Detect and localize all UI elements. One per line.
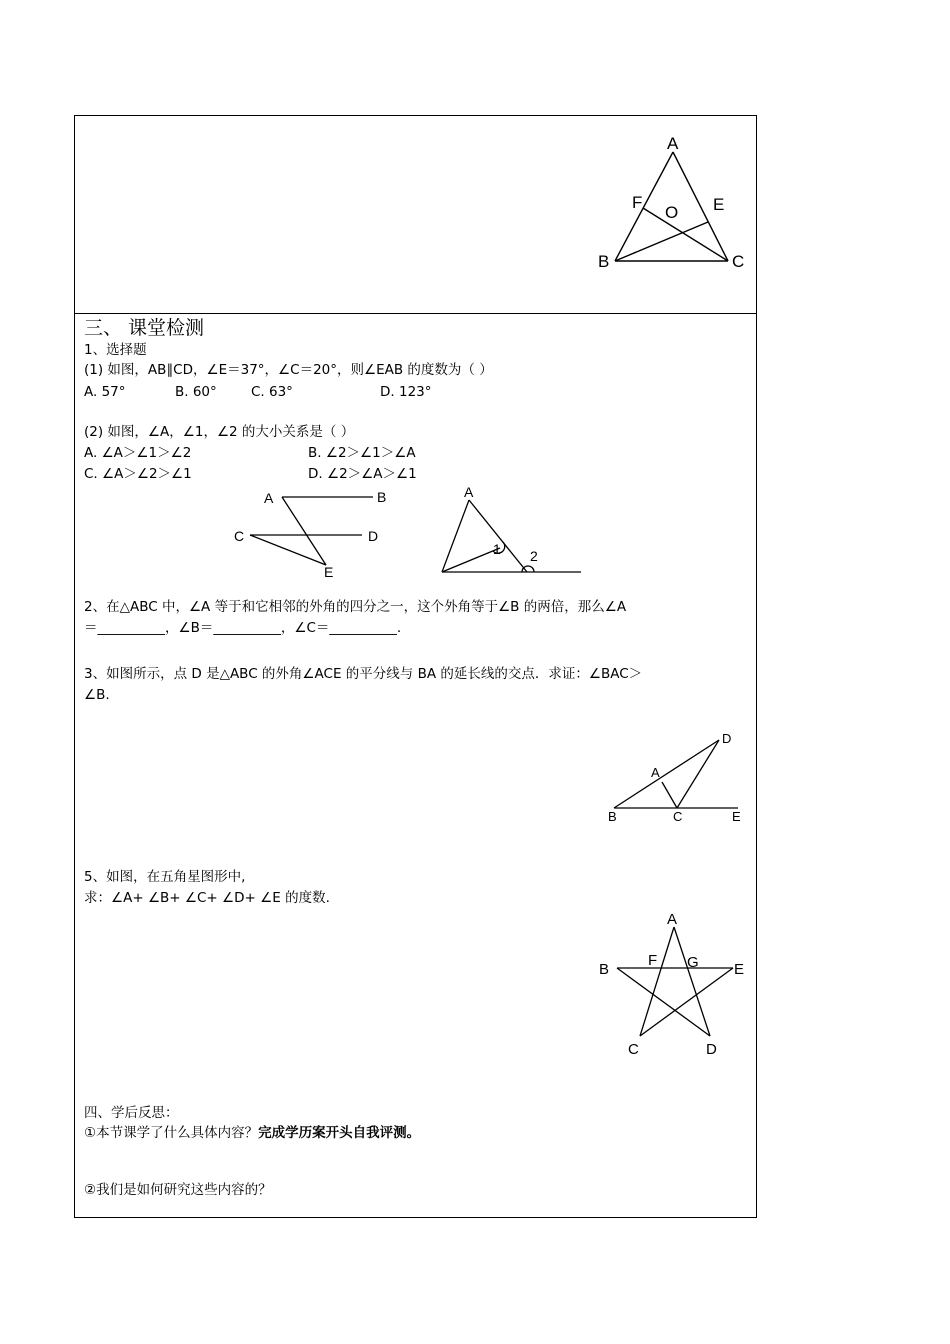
label-B: B (377, 489, 387, 505)
label-A: A (667, 911, 678, 928)
q1-2-option-a: A. ∠A＞∠1＞∠2 (84, 445, 192, 461)
label-C: C (234, 528, 245, 544)
q1-1-option-c: C. 63° (251, 384, 293, 400)
section4-title: 四、学后反思： (84, 1105, 179, 1121)
label-B: B (608, 809, 617, 824)
reflection-item-1-bold: 完成学历案开头自我评测。 (258, 1125, 421, 1141)
label-C: C (673, 809, 683, 824)
q1-title: 1、选择题 (84, 342, 147, 358)
label-E: E (713, 195, 725, 214)
q1-1-stem: (1) 如图，AB∥CD，∠E＝37°，∠C＝20°，则∠EAB 的度数为（ ） (84, 362, 493, 378)
q2-line2: ＝__________，∠B＝__________，∠C＝__________. (84, 620, 402, 636)
label-D: D (706, 1041, 717, 1058)
figure-star (595, 905, 755, 1060)
label-C: C (628, 1041, 639, 1058)
label-E: E (734, 961, 745, 978)
q2-line1: 2、在△ABC 中，∠A 等于和它相邻的外角的四分之一，这个外角等于∠B 的两倍，那么∠A (84, 599, 627, 615)
label-B: B (598, 252, 610, 271)
q5-line2: 求：∠A+ ∠B+ ∠C+ ∠D+ ∠E 的度数. (84, 890, 330, 906)
label-O: O (665, 203, 679, 222)
q1-1-option-b: B. 60° (175, 384, 217, 400)
q1-1-option-a: A. 57° (84, 384, 126, 400)
q1-1-option-d: D. 123° (380, 384, 432, 400)
reflection-item-1-text: ①本节课学了什么具体内容？ (84, 1125, 259, 1141)
label-A: A (651, 765, 660, 780)
q3-line1: 3、如图所示，点 D 是△ABC 的外角∠ACE 的平分线与 BA 的延长线的交点．求证：∠BAC＞ (84, 666, 643, 682)
q1-2-option-d: D. ∠2＞∠A＞∠1 (308, 466, 417, 482)
label-A: A (264, 490, 274, 506)
label-B: B (599, 961, 610, 978)
label-A: A (667, 134, 679, 153)
label-A: A (464, 484, 474, 500)
q5-line1: 5、如图，在五角星图形中, (84, 869, 246, 885)
angle-label-2: 2 (530, 548, 538, 564)
q1-2-option-c: C. ∠A＞∠2＞∠1 (84, 466, 192, 482)
q3-line2: ∠B. (84, 687, 110, 703)
q1-2-option-b: B. ∠2＞∠1＞∠A (308, 445, 416, 461)
label-F: F (632, 193, 643, 212)
figure-triangle-cevians (590, 130, 750, 275)
section3-title: 三、 课堂检测 (84, 317, 205, 339)
reflection-item-2: ②我们是如何研究这些内容的？ (84, 1182, 272, 1198)
label-G: G (687, 954, 699, 971)
figure-angles-1-2 (435, 482, 595, 582)
angle-label-1: 1 (493, 541, 501, 557)
figure-parallel-lines (230, 485, 390, 585)
figure-external-bisector (600, 728, 750, 828)
label-E: E (732, 809, 741, 824)
reflection-item-1 (84, 1124, 420, 1142)
label-D: D (368, 528, 379, 544)
label-E: E (324, 564, 334, 580)
q1-2-stem: (2) 如图，∠A，∠1，∠2 的大小关系是（ ） (84, 424, 355, 440)
label-D: D (722, 731, 732, 746)
label-F: F (648, 952, 658, 969)
label-C: C (732, 252, 745, 271)
